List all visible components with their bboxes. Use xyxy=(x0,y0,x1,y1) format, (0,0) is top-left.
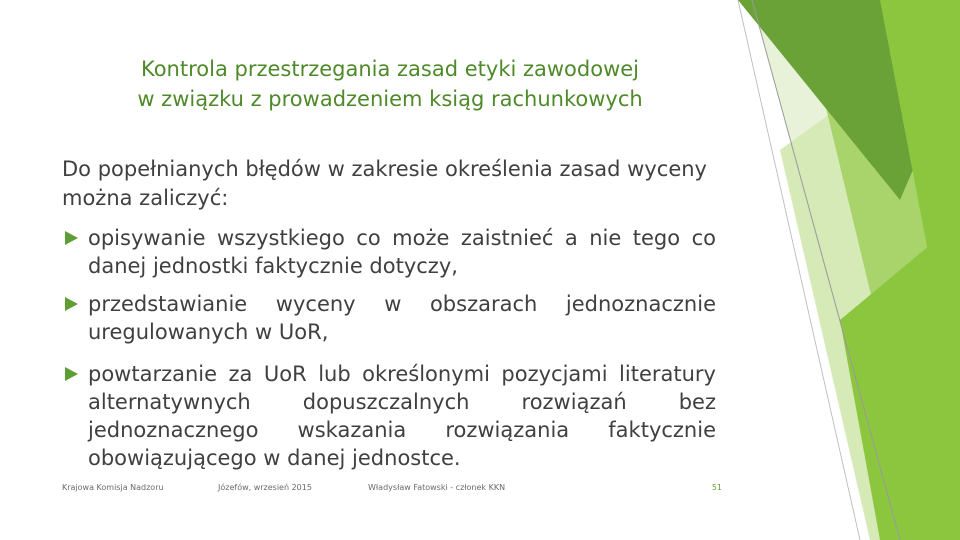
footer-organization: Krajowa Komisja Nadzoru xyxy=(62,483,164,492)
bullet-text: opisywanie wszystkiego co może zaistnieć a nie tego co danej jednostki faktycznie dotyczy, xyxy=(88,226,716,278)
intro-text xyxy=(62,155,722,213)
page-number: 51 xyxy=(711,483,722,492)
triangle-right-icon xyxy=(64,231,78,245)
slide-title xyxy=(120,54,660,114)
intro-line-2: można zaliczyć: xyxy=(62,186,229,210)
title-line-2: w związku z prowadzeniem ksiąg rachunkowych xyxy=(137,87,643,111)
bullet-text: powtarzanie za UoR lub określonymi pozycjami literatury alternatywnych dopuszczalnych rozwiązań bez jednoznacznego wskazania rozwiązania faktycznie obowiązującego w danej jednostce. xyxy=(88,362,716,470)
bullet-item xyxy=(64,290,716,346)
bullet-text: przedstawianie wyceny w obszarach jednoznacznie uregulowanych w UoR, xyxy=(88,292,716,344)
footer-place-date: Józefów, wrzesień 2015 xyxy=(218,483,312,492)
intro-line-1: Do popełnianych błędów w zakresie określenia zasad wyceny xyxy=(62,157,707,181)
bullet-item xyxy=(64,224,716,280)
triangle-right-icon xyxy=(64,297,78,311)
bullet-item xyxy=(64,360,716,472)
footer-author: Władysław Fatowski - członek KKN xyxy=(368,483,506,492)
triangle-right-icon xyxy=(64,367,78,381)
title-line-1: Kontrola przestrzegania zasad etyki zawodowej xyxy=(140,57,640,81)
